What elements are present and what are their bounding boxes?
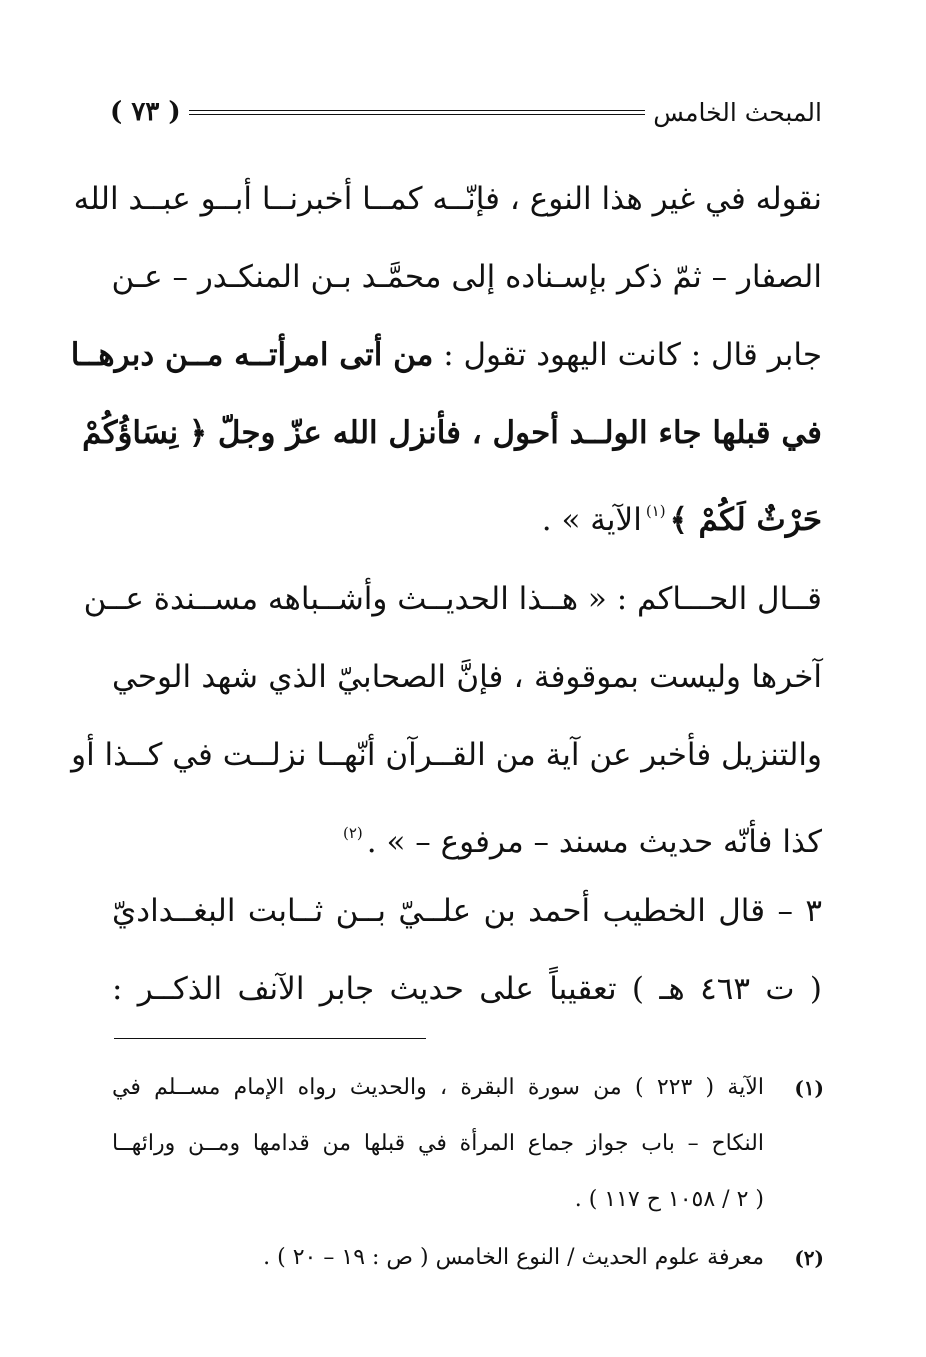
text-line: [112, 794, 822, 872]
page-header: [110, 92, 822, 132]
text-run: الآية » .: [541, 502, 642, 538]
quran-quote: حَرْثٌ لَكُمْ ﴾: [669, 502, 822, 538]
text-line: قــال الحـــاكم : « هــذا الحديــث وأشــباهه مســندة عــن: [83, 581, 822, 617]
footnote-text: [112, 1060, 764, 1228]
footnotes: [112, 1060, 824, 1286]
text-line: آخرها وليست بموقوفة ، فإنَّ الصحابيّ الذي شهد الوحي: [112, 659, 822, 695]
text-run: جابر قال : كانت اليهود تقول :: [433, 337, 822, 373]
section-title: المبحث الخامس: [653, 97, 822, 127]
text-line: ( ت ٤٦٣ هـ ) تعقيباً على حديث جابر الآنف الذكــر :: [112, 971, 822, 1007]
text-line: [112, 472, 822, 550]
text-line: [82, 394, 822, 472]
text-line: نقوله في غير هذا النوع ، فإنّــه كمــا أخبرنــا أبــو عبــد الله: [73, 181, 822, 217]
footnote: [112, 1060, 824, 1228]
footnote-divider: [114, 1038, 426, 1039]
footnote-line: الآية ( ٢٢٣ ) من سورة البقرة ، والحديث رواه الإمام مســلم في: [112, 1075, 764, 1100]
footnote-number: (١): [794, 1076, 824, 1100]
text-line: الصفار – ثمّ ذكر بإسـناده إلى محمَّـد بـن المنكـدر – عـن: [111, 259, 822, 295]
header-rule: [189, 110, 646, 115]
text-line: والتنزيل فأخبر عن آية من القــرآن أنّهــا نزلــت في كــذا أو: [71, 737, 822, 773]
footnote-line: ( ٢ / ١٠٥٨ ح ١١٧ ) .: [574, 1187, 764, 1212]
text-line: ٣ – قال الخطيب أحمد بن علــيّ بــن ثــابت البغــداديّ: [112, 893, 822, 929]
text-line: [70, 316, 822, 394]
text-run: في قبلها جاء الولــد أحول ، فأنزل الله عزّ وجلّ: [217, 415, 822, 451]
text-run: كذا فأنّه حديث مسند – مرفوع – » .: [366, 824, 822, 860]
footnote-line: النكاح – باب جواز جماع المرأة في قبلها من قدامها ومــن ورائهــا: [112, 1131, 764, 1156]
footnote: [112, 1230, 824, 1286]
footnote-text: [112, 1230, 764, 1286]
footnote-number: (٢): [794, 1246, 824, 1270]
bold-quote: من أتى امرأتــه مــن دبرهــا: [70, 337, 434, 373]
footnote-ref: (٢): [342, 824, 363, 842]
footnote-ref: (١): [645, 502, 666, 520]
footnote-line: معرفة علوم الحديث / النوع الخامس ( ص : ١٩ – ٢٠ ) .: [263, 1245, 764, 1270]
page-number: ( ٧٣ ): [110, 97, 181, 127]
quran-quote: ﴿ نِسَاؤُكُمْ: [82, 415, 208, 451]
body-text: [70, 160, 822, 1028]
